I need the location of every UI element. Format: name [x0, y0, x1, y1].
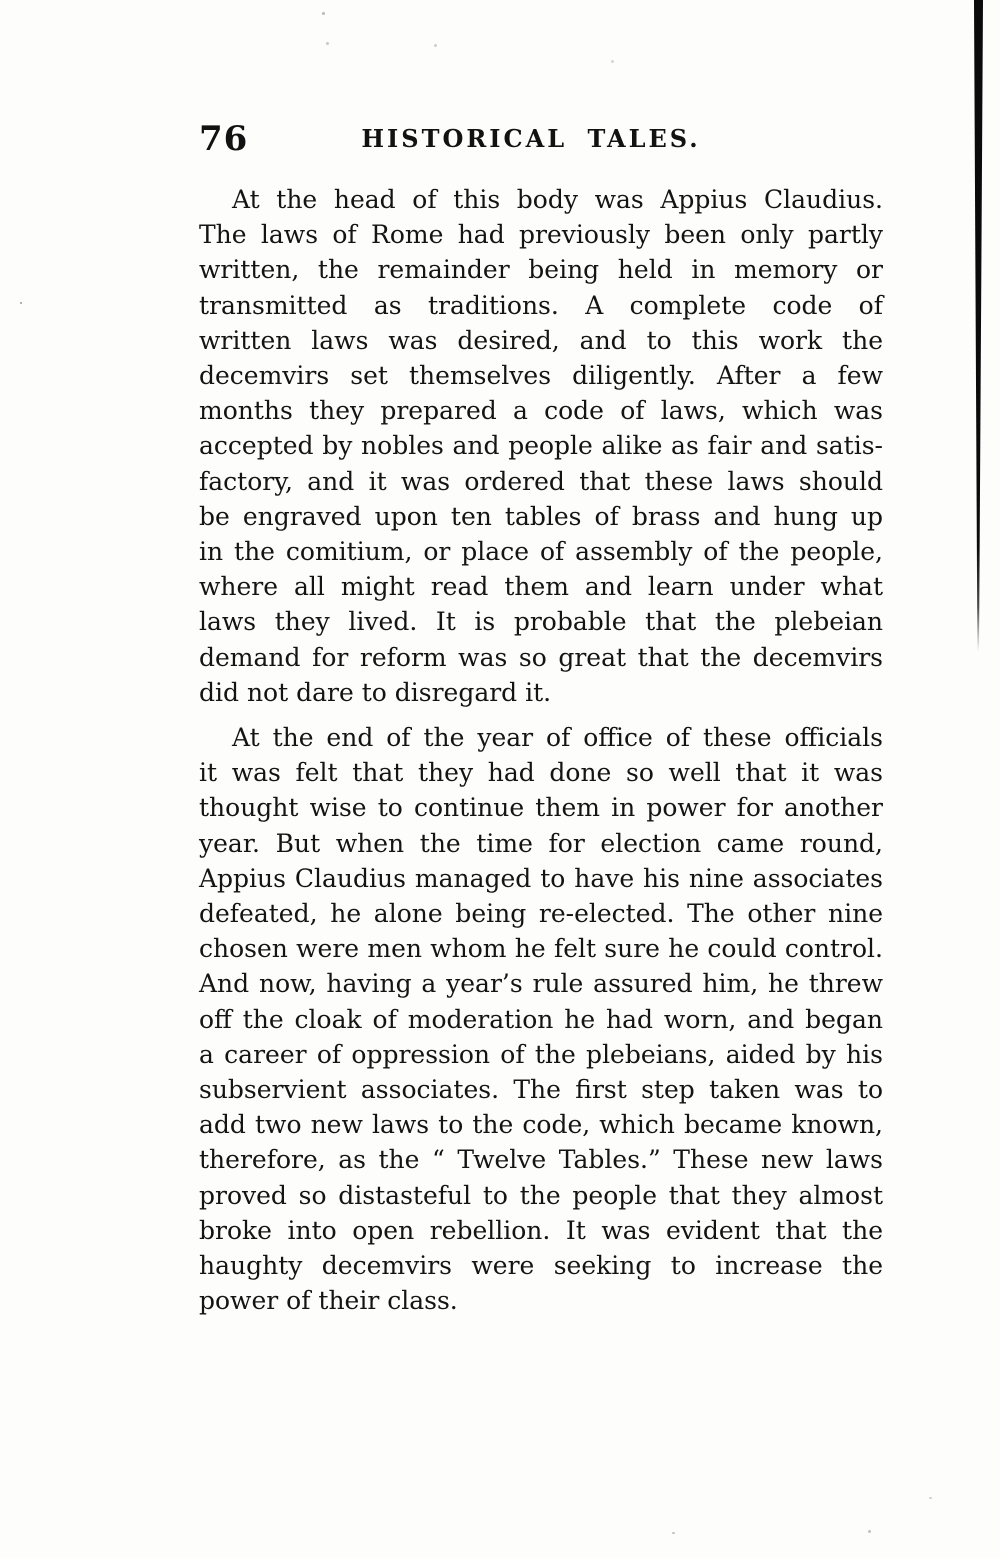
text-line: months they prepared a code of laws, which was	[199, 396, 883, 426]
text-line: accepted by nobles and people alike as fair and satis-	[199, 431, 883, 461]
text-line: defeated, he alone being re-elected. The other nine	[199, 899, 883, 929]
text-line: written, the remainder being held in memory or	[199, 255, 883, 285]
scan-speck	[434, 44, 437, 47]
text-line: broke into open rebellion. It was evident that the	[199, 1215, 883, 1245]
text-line: demand for reform was so great that the decemvirs	[199, 642, 883, 672]
text-line: add two new laws to the code, which became known,	[199, 1110, 883, 1140]
text-line: power of their class.	[199, 1286, 458, 1316]
page-header	[199, 118, 883, 160]
text-line: At the head of this body was Appius Claudius.	[232, 185, 883, 214]
text-line: in the comitium, or place of assembly of the people,	[199, 537, 883, 567]
scan-speck	[322, 12, 325, 15]
text-line: it was felt that they had done so well that it was	[199, 758, 883, 788]
text-line: factory, and it was ordered that these laws should	[199, 466, 883, 496]
page-body	[199, 182, 883, 1319]
page-number: 76	[199, 119, 249, 159]
scan-speck	[672, 1532, 675, 1534]
text-line: proved so distasteful to the people that they almost	[199, 1180, 883, 1210]
text-line: And now, having a year’s rule assured him, he threw	[199, 969, 883, 999]
text-line: therefore, as the “ Twelve Tables.” These new laws	[199, 1145, 883, 1175]
scan-speck	[326, 42, 329, 45]
scan-artifact-bar	[973, 0, 983, 652]
text-line: a career of oppression of the plebeians, aided by his	[199, 1039, 883, 1069]
text-line: The laws of Rome had previously been only partly	[199, 220, 883, 250]
text-line: subservient associates. The first step taken was to	[199, 1075, 883, 1105]
text-line: thought wise to continue them in power for another	[199, 793, 883, 823]
text-line: chosen were men whom he felt sure he could control.	[199, 934, 883, 964]
text-line: laws they lived. It is probable that the plebeian	[199, 607, 883, 637]
paragraph	[199, 720, 883, 1318]
text-line: haughty decemvirs were seeking to increase the	[199, 1251, 883, 1281]
text-line: written laws was desired, and to this work the	[199, 325, 883, 355]
text-line: where all might read them and learn under what	[199, 572, 883, 602]
text-line: off the cloak of moderation he had worn, and began	[199, 1004, 883, 1034]
text-line: be engraved upon ten tables of brass and hung up	[199, 501, 883, 531]
paragraph	[199, 182, 883, 710]
text-line: year. But when the time for election came round,	[199, 828, 883, 858]
scan-speck	[929, 1497, 932, 1499]
text-line: transmitted as traditions. A complete code of	[199, 290, 883, 320]
text-line: did not dare to disregard it.	[199, 677, 552, 707]
scan-speck	[20, 302, 22, 304]
running-title: HISTORICAL TALES.	[361, 124, 701, 153]
text-line: At the end of the year of office of these officials	[232, 723, 883, 753]
scan-speck	[868, 1530, 871, 1533]
text-line: decemvirs set themselves diligently. After a few	[199, 361, 883, 391]
scan-speck	[611, 60, 614, 63]
text-line: Appius Claudius managed to have his nine associates	[199, 863, 883, 893]
